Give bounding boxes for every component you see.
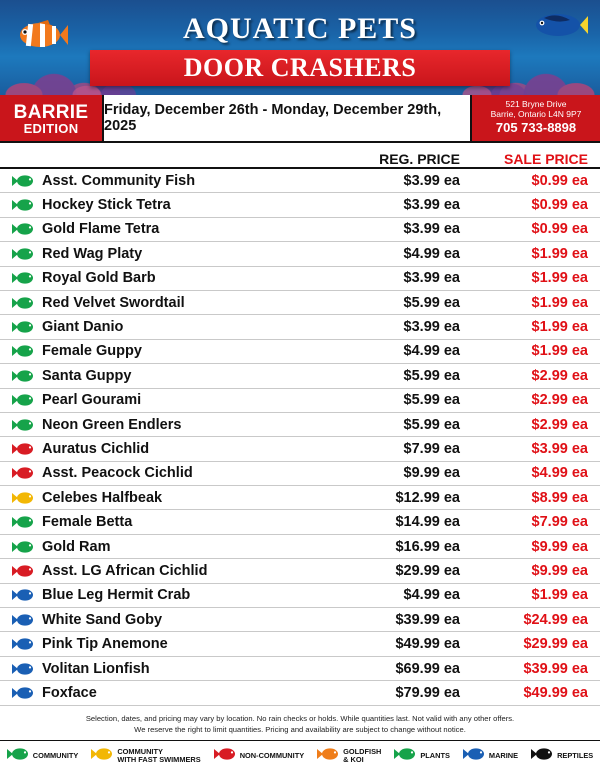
disclaimer xyxy=(0,706,600,740)
fish-marker-icon xyxy=(12,198,34,212)
item-reg-price: $5.99 ea xyxy=(403,294,460,311)
item-name: Female Betta xyxy=(42,514,133,531)
fish-marker-icon xyxy=(12,369,34,383)
item-reg-price: $12.99 ea xyxy=(395,489,460,506)
item-sale-price: $0.99 ea xyxy=(531,221,588,238)
disclaimer-line-2: We reserve the right to limit quantities. Pricing and availability are subject to change without notice. xyxy=(134,724,466,734)
sale-price-column-header: SALE PRICE xyxy=(503,151,588,167)
item-reg-price: $5.99 ea xyxy=(403,392,460,409)
fish-marker-icon xyxy=(317,747,339,761)
item-sale-price: $1.99 ea xyxy=(531,245,588,262)
legend-label-line1: REPTILES xyxy=(557,750,594,760)
legend-label-line2: & KOI xyxy=(343,755,364,765)
item-sale-price: $3.99 ea xyxy=(531,440,588,457)
item-reg-price: $4.99 ea xyxy=(403,343,460,360)
table-row xyxy=(0,193,600,217)
fish-marker-icon xyxy=(12,686,34,700)
table-row xyxy=(0,437,600,461)
fish-category-icon xyxy=(12,637,34,651)
item-name: Santa Guppy xyxy=(42,367,132,384)
legend-label-line1: GOLDFISH xyxy=(343,746,382,756)
fish-marker-icon xyxy=(12,418,34,432)
table-row xyxy=(0,657,600,681)
fish-marker-icon xyxy=(12,515,34,529)
fish-category-icon xyxy=(12,613,34,627)
fish-category-icon xyxy=(12,686,34,700)
fish-category-icon xyxy=(12,320,34,334)
item-name: Asst. Peacock Cichlid xyxy=(42,465,193,482)
fish-category-icon xyxy=(12,515,34,529)
fish-marker-icon xyxy=(12,466,34,480)
reg-price-column-header: REG. PRICE xyxy=(379,151,460,167)
legend-label-line1: COMMUNITY xyxy=(117,746,163,756)
fish-category-icon xyxy=(12,344,34,358)
item-reg-price: $5.99 ea xyxy=(403,367,460,384)
fish-category-icon xyxy=(12,540,34,554)
fish-category-icon xyxy=(12,247,34,261)
fish-marker-icon xyxy=(12,174,34,188)
item-sale-price: $8.99 ea xyxy=(531,489,588,506)
item-sale-price: $9.99 ea xyxy=(531,562,588,579)
table-row xyxy=(0,291,600,315)
item-sale-price: $9.99 ea xyxy=(531,538,588,555)
item-sale-price: $0.99 ea xyxy=(531,197,588,214)
fish-category-icon xyxy=(12,662,34,676)
table-row xyxy=(0,242,600,266)
date-range: Friday, December 26th - Monday, December 29th, 2025 xyxy=(102,95,472,141)
fish-marker-icon xyxy=(12,344,34,358)
ribbon-label: DOOR CRASHERS xyxy=(183,53,417,82)
item-reg-price: $29.99 ea xyxy=(395,562,460,579)
legend-item xyxy=(317,747,381,766)
item-name: Pearl Gourami xyxy=(42,392,142,409)
price-table-body xyxy=(0,169,600,706)
item-name: Female Guppy xyxy=(42,343,142,360)
table-row xyxy=(0,413,600,437)
item-reg-price: $39.99 ea xyxy=(395,611,460,628)
table-row xyxy=(0,584,600,608)
item-reg-price: $3.99 ea xyxy=(403,270,460,287)
fish-marker-icon xyxy=(12,271,34,285)
item-name: Gold Flame Tetra xyxy=(42,221,160,238)
edition-word: EDITION xyxy=(23,121,79,137)
legend-label xyxy=(557,752,593,761)
item-reg-price: $3.99 ea xyxy=(403,197,460,214)
fish-marker-icon xyxy=(12,613,34,627)
legend-item xyxy=(531,747,593,766)
item-reg-price: $16.99 ea xyxy=(395,538,460,555)
fish-category-icon xyxy=(12,466,34,480)
legend-fish-icon xyxy=(463,747,485,766)
table-row xyxy=(0,389,600,413)
table-row xyxy=(0,510,600,534)
table-row xyxy=(0,462,600,486)
legend-fish-icon xyxy=(317,747,339,766)
item-reg-price: $4.99 ea xyxy=(403,587,460,604)
fish-marker-icon xyxy=(12,637,34,651)
legend-fish-icon xyxy=(531,747,553,766)
fish-marker-icon xyxy=(12,222,34,236)
fish-marker-icon xyxy=(463,747,485,761)
item-sale-price: $2.99 ea xyxy=(531,416,588,433)
table-row xyxy=(0,364,600,388)
fish-marker-icon xyxy=(12,247,34,261)
item-name: Foxface xyxy=(42,684,97,701)
fish-category-icon xyxy=(12,369,34,383)
door-crashers-ribbon xyxy=(90,50,510,86)
fish-marker-icon xyxy=(91,747,113,761)
fish-category-icon xyxy=(12,271,34,285)
store-address-line2: Barrie, Ontario L4N 9P7 xyxy=(490,108,582,119)
item-sale-price: $1.99 ea xyxy=(531,270,588,287)
legend-fish-icon xyxy=(214,747,236,766)
fish-category-icon xyxy=(12,222,34,236)
table-row xyxy=(0,267,600,291)
price-table-header xyxy=(0,143,600,169)
fish-marker-icon xyxy=(394,747,416,761)
edition-badge xyxy=(0,95,102,141)
table-row xyxy=(0,169,600,193)
fish-marker-icon xyxy=(12,442,34,456)
table-row xyxy=(0,535,600,559)
fish-marker-icon xyxy=(7,747,29,761)
item-name: Asst. LG African Cichlid xyxy=(42,562,208,579)
item-reg-price: $5.99 ea xyxy=(403,416,460,433)
item-name: Gold Ram xyxy=(42,538,111,555)
legend-label-line1: NON-COMMUNITY xyxy=(239,750,305,760)
item-sale-price: $24.99 ea xyxy=(523,611,588,628)
item-sale-price: $2.99 ea xyxy=(531,392,588,409)
item-sale-price: $29.99 ea xyxy=(523,636,588,653)
store-phone: 705 733-8898 xyxy=(495,120,577,136)
legend-item xyxy=(394,747,450,766)
fish-marker-icon xyxy=(12,491,34,505)
fish-marker-icon xyxy=(214,747,236,761)
legend-fish-icon xyxy=(91,747,113,766)
table-row xyxy=(0,315,600,339)
item-sale-price: $4.99 ea xyxy=(531,465,588,482)
fish-marker-icon xyxy=(12,320,34,334)
item-reg-price: $69.99 ea xyxy=(395,660,460,677)
legend-label xyxy=(420,752,450,761)
legend-label xyxy=(343,748,381,765)
fish-marker-icon xyxy=(12,564,34,578)
item-sale-price: $1.99 ea xyxy=(531,294,588,311)
item-name: Red Wag Platy xyxy=(42,245,143,262)
category-legend xyxy=(0,740,600,774)
legend-label xyxy=(489,752,518,761)
legend-item xyxy=(214,747,304,766)
item-reg-price: $79.99 ea xyxy=(395,684,460,701)
fish-marker-icon xyxy=(12,588,34,602)
table-row xyxy=(0,608,600,632)
item-reg-price: $49.99 ea xyxy=(395,636,460,653)
table-row xyxy=(0,559,600,583)
fish-marker-icon xyxy=(12,393,34,407)
fish-category-icon xyxy=(12,588,34,602)
item-name: Blue Leg Hermit Crab xyxy=(42,587,191,604)
page-title: AQUATIC PETS xyxy=(183,12,417,45)
fish-category-icon xyxy=(12,174,34,188)
legend-item xyxy=(7,747,79,766)
page-header-banner xyxy=(0,0,600,95)
legend-label xyxy=(33,752,79,761)
item-sale-price: $1.99 ea xyxy=(531,587,588,604)
legend-label-line1: COMMUNITY xyxy=(32,750,79,760)
item-sale-price: $2.99 ea xyxy=(531,367,588,384)
item-name: Auratus Cichlid xyxy=(42,440,150,457)
legend-item xyxy=(463,747,518,766)
item-name: Red Velvet Swordtail xyxy=(42,294,185,311)
legend-label xyxy=(117,748,200,765)
fish-category-icon xyxy=(12,564,34,578)
fish-category-icon xyxy=(12,442,34,456)
item-reg-price: $3.99 ea xyxy=(403,319,460,336)
item-sale-price: $49.99 ea xyxy=(523,684,588,701)
item-reg-price: $14.99 ea xyxy=(395,514,460,531)
item-sale-price: $1.99 ea xyxy=(531,319,588,336)
fish-category-icon xyxy=(12,198,34,212)
store-info xyxy=(472,95,600,141)
disclaimer-line-1: Selection, dates, and pricing may vary by location. No rain checks or holds. While quantities last. Not valid with any other offers. xyxy=(85,713,515,723)
item-sale-price: $39.99 ea xyxy=(523,660,588,677)
legend-fish-icon xyxy=(7,747,29,766)
table-row xyxy=(0,681,600,705)
legend-label xyxy=(240,752,304,761)
item-name: Pink Tip Anemone xyxy=(42,636,168,653)
table-row xyxy=(0,486,600,510)
legend-label-line1: PLANTS xyxy=(420,750,450,760)
item-name: White Sand Goby xyxy=(42,611,163,628)
fish-marker-icon xyxy=(12,662,34,676)
item-reg-price: $4.99 ea xyxy=(403,245,460,262)
item-sale-price: $0.99 ea xyxy=(531,172,588,189)
item-sale-price: $7.99 ea xyxy=(531,514,588,531)
legend-label-line2: WITH FAST SWIMMERS xyxy=(117,755,201,765)
table-row xyxy=(0,632,600,656)
item-sale-price: $1.99 ea xyxy=(531,343,588,360)
table-row xyxy=(0,218,600,242)
fish-category-icon xyxy=(12,393,34,407)
item-name: Neon Green Endlers xyxy=(42,416,182,433)
info-bar xyxy=(0,95,600,143)
item-reg-price: $3.99 ea xyxy=(403,221,460,238)
legend-fish-icon xyxy=(394,747,416,766)
fish-marker-icon xyxy=(531,747,553,761)
item-name: Celebes Halfbeak xyxy=(42,489,163,506)
item-name: Royal Gold Barb xyxy=(42,270,156,287)
item-name: Asst. Community Fish xyxy=(42,172,196,189)
store-address-line1: 521 Bryne Drive xyxy=(505,98,567,109)
fish-category-icon xyxy=(12,418,34,432)
legend-item xyxy=(91,747,200,766)
edition-city: BARRIE xyxy=(13,101,89,123)
fish-category-icon xyxy=(12,491,34,505)
legend-label-line1: MARINE xyxy=(488,750,519,760)
item-name: Hockey Stick Tetra xyxy=(42,197,171,214)
item-reg-price: $7.99 ea xyxy=(403,440,460,457)
item-name: Giant Danio xyxy=(42,319,124,336)
fish-marker-icon xyxy=(12,540,34,554)
item-reg-price: $3.99 ea xyxy=(403,172,460,189)
table-row xyxy=(0,340,600,364)
item-reg-price: $9.99 ea xyxy=(403,465,460,482)
fish-category-icon xyxy=(12,296,34,310)
item-name: Volitan Lionfish xyxy=(42,660,150,677)
fish-marker-icon xyxy=(12,296,34,310)
